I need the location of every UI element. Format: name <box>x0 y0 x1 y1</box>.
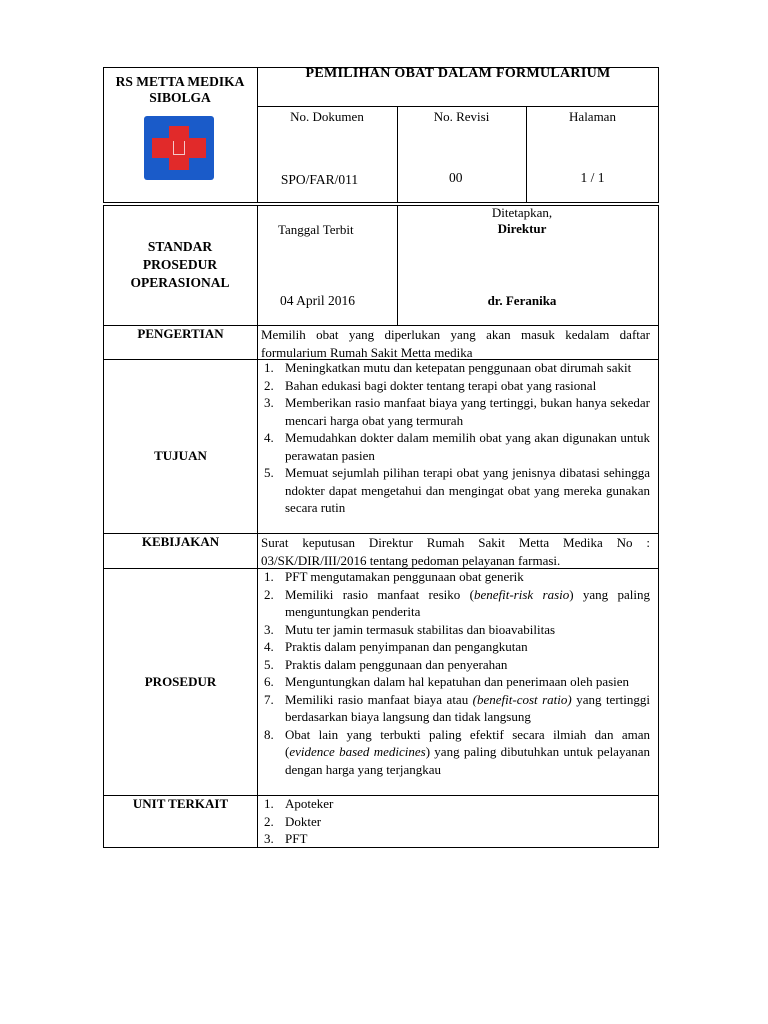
approver-title: Direktur <box>497 221 547 236</box>
list-text: Mutu ter jamin termasuk stabilitas dan bioavabilitas <box>285 621 556 637</box>
list-number: 4. <box>264 430 274 445</box>
halaman-label: Halaman <box>569 109 616 124</box>
list-text: PFT <box>285 831 308 846</box>
list-number: 3. <box>264 395 274 410</box>
tujuan-label: TUJUAN <box>154 448 207 463</box>
prosedur-list <box>258 568 650 778</box>
list-text: Dokter <box>285 813 322 829</box>
list-item <box>258 813 650 831</box>
list-text: PFT mengutamakan penggunaan obat generik <box>285 569 524 584</box>
approver-name: dr. Feranika <box>487 293 557 308</box>
issue-date-label: Tanggal Terbit <box>278 222 354 237</box>
list-text-em: (benefit-cost ratio) <box>472 691 572 707</box>
list-number: 2. <box>264 586 274 602</box>
pengertian-text: Memilih obat yang diperlukan yang akan masuk kedalam daftar formularium Rumah Sakit Metta medika <box>261 327 650 360</box>
kebijakan-label: KEBIJAKAN <box>141 534 220 549</box>
list-item <box>258 830 650 848</box>
list-text-pre: Memiliki rasio manfaat resiko ( <box>285 586 474 602</box>
issue-date-value: 04 April 2016 <box>280 293 356 308</box>
no-revisi-label: No. Revisi <box>433 109 490 124</box>
list-item <box>258 429 650 464</box>
list-text: Praktis dalam penggunaan dan penyerahan <box>285 656 508 672</box>
unit-terkait-list <box>258 795 650 848</box>
list-number: 5. <box>264 656 274 672</box>
list-text-post: ) yang paling dibutuhkan untuk pelayanan dengan harga yang terjangkau <box>285 744 650 777</box>
logo-cross-mark <box>173 141 185 155</box>
list-item <box>258 464 650 517</box>
list-item <box>258 638 650 656</box>
list-number: 3. <box>264 621 274 637</box>
kebijakan-text: Surat keputusan Direktur Rumah Sakit Metta Medika No : 03/SK/DIR/III/2016 tentang pedoman pelayanan farmasi. <box>261 535 650 568</box>
list-text-pre: Memiliki rasio manfaat biaya atau <box>285 691 473 707</box>
hospital-name <box>103 74 257 106</box>
list-text-pre: Obat lain yang terbukti paling efektif secara ilmiah dan aman ( <box>285 726 650 759</box>
sop-title-line1: STANDAR <box>147 239 213 254</box>
list-item <box>258 795 650 813</box>
list-number: 7. <box>264 691 274 707</box>
list-text-post: yang tertinggi berdasarkan biaya langsung dan tidak langsung <box>285 691 650 724</box>
list-item <box>258 568 650 586</box>
list-text-em: evidence based medicines <box>289 744 426 759</box>
list-text: Apoteker <box>285 796 334 811</box>
list-text: Bahan edukasi bagi dokter tentang terapi obat yang rasional <box>285 377 597 393</box>
header-title-divider <box>257 106 659 107</box>
list-text-em: benefit-risk rasio <box>473 586 570 602</box>
list-item <box>258 726 650 779</box>
list-number: 8. <box>264 726 274 742</box>
list-number: 1. <box>264 360 274 375</box>
sop-title-line3: OPERASIONAL <box>130 275 230 290</box>
list-item <box>258 377 650 395</box>
list-number: 3. <box>264 831 274 846</box>
no-dokumen-value: SPO/FAR/011 <box>280 172 359 187</box>
list-text: Memberikan rasio manfaat biaya yang tertinggi, bukan hanya sekedar mencari harga obat yang termurah <box>285 395 650 428</box>
sop-title-line2: PROSEDUR <box>142 257 218 272</box>
sop-title <box>103 238 257 292</box>
list-text: Meningkatkan mutu dan ketepatan penggunaan obat dirumah sakit <box>285 360 632 375</box>
list-number: 4. <box>264 639 274 654</box>
pengertian-label: PENGERTIAN <box>137 326 224 341</box>
list-item <box>258 621 650 639</box>
list-number: 5. <box>264 465 274 480</box>
list-number: 1. <box>264 796 274 811</box>
list-text: Menguntungkan dalam hal kepatuhan dan penerimaan oleh pasien <box>285 674 630 689</box>
no-dokumen-label: No. Dokumen <box>290 109 364 124</box>
list-text: Praktis dalam penyimpanan dan pengangkutan <box>285 639 528 654</box>
list-text: Memuat sejumlah pilihan terapi obat yang jenisnya dibatasi sehingga ndokter dapat mengetahui dan mengingat obat yang mereka gunakan secara rutin <box>285 465 650 515</box>
hospital-name-line1: RS METTA MEDIKA <box>115 74 245 89</box>
list-number: 2. <box>264 813 274 829</box>
hospital-name-line2: SIBOLGA <box>149 90 211 105</box>
list-text-post: ) yang paling menguntungkan penderita <box>285 586 651 619</box>
list-item <box>258 359 650 377</box>
list-item <box>258 394 650 429</box>
list-text: Memudahkan dokter dalam memilih obat yang akan digunakan untuk perawatan pasien <box>285 430 650 463</box>
list-item <box>258 656 650 674</box>
list-number: 6. <box>264 674 274 689</box>
list-number: 1. <box>264 569 274 584</box>
no-revisi-value: 00 <box>449 170 463 185</box>
list-item <box>258 673 650 691</box>
document-title: PEMILIHAN OBAT DALAM FORMULARIUM <box>305 66 611 81</box>
list-item <box>258 586 650 621</box>
unit-terkait-label: UNIT TERKAIT <box>132 796 229 811</box>
list-number: 2. <box>264 377 274 393</box>
list-item <box>258 691 650 726</box>
approved-label: Ditetapkan, <box>491 205 553 220</box>
halaman-value: 1 / 1 <box>580 170 605 185</box>
hospital-cross-logo-icon <box>144 116 214 180</box>
prosedur-label: PROSEDUR <box>144 674 217 689</box>
tujuan-list <box>258 359 650 517</box>
